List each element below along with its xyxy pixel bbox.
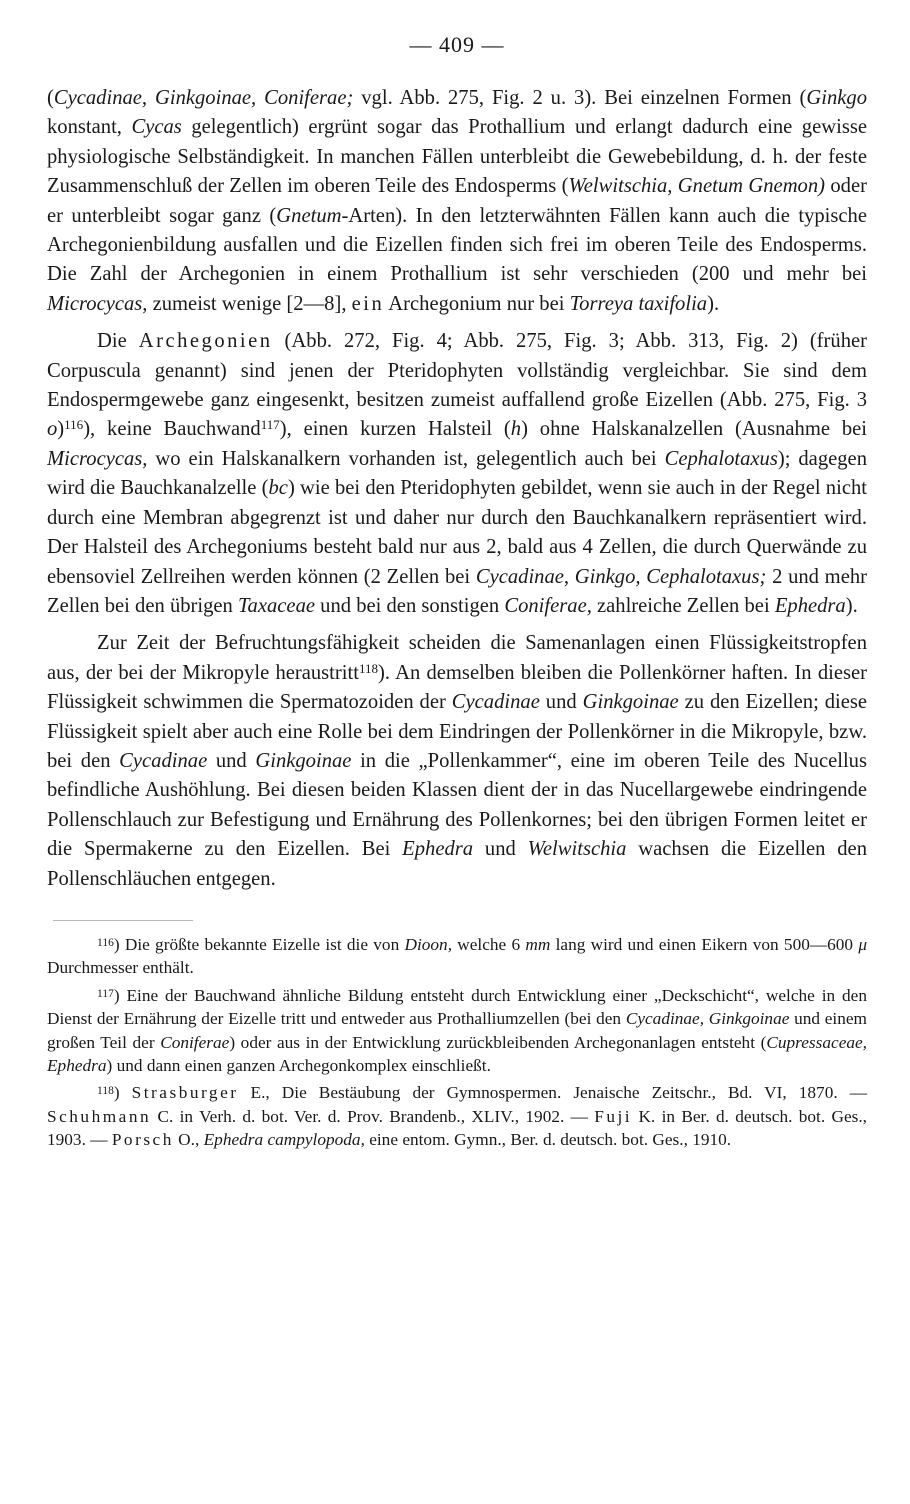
italic-text: Cycadinae (119, 749, 208, 772)
body-text (47, 84, 867, 894)
text-run: und (473, 838, 528, 861)
book-page (47, 30, 867, 1156)
italic-text: Dioon, (404, 934, 453, 954)
text-run: gelegentlich) ergrünt sogar das Prothallium und erlangt dadurch eine gewisse physiologische Selbständigkeit. In manchen Fällen unterbleibt die Gewebebildung, d. h. der feste Zusammenschluß der Zellen im oberen Teile des Endosperms ( (47, 116, 867, 198)
text-run: ). (845, 594, 858, 617)
text-run: und (539, 691, 583, 714)
italic-text: Cycadinae, Ginkgo, Cephalotaxus; (475, 565, 767, 588)
text-run: -Arten). In den letzterwähnten Fällen kann auch die typische Archegonienbildung ausfallen und die Eizellen finden sich frei im oberen Teile des Endosperms. Die Zahl der Archegonien in einem Prothallium ist sehr verschieden (200 und mehr bei (47, 204, 867, 286)
italic-text: o (47, 418, 58, 441)
text-run: eine entom. Gymn., Ber. d. deutsch. bot. Ges., 1910. (364, 1130, 732, 1150)
italic-text: Ephedra campylopoda, (203, 1130, 365, 1150)
footnote-divider (53, 920, 193, 921)
text-run: zu den Eizellen; diese Flüssigkeit spielt aber auch eine Rolle bei dem Eindringen der Pollenkörner in die Mikropyle, bzw. bei den (47, 691, 868, 772)
text-run: und (207, 749, 256, 772)
text-run: 2 und mehr Zellen bei den übrigen (47, 565, 867, 617)
spaced-text: Porsch (111, 1130, 174, 1150)
italic-text: Coniferae (160, 1032, 230, 1052)
footnote-ref: 117 (260, 417, 280, 433)
text-run: ) (57, 418, 65, 441)
text-run: Archegonium nur bei (384, 292, 570, 315)
italic-text: h (510, 418, 522, 441)
italic-text: Cupressaceae, Ephedra (47, 1032, 867, 1075)
text-run: ). (707, 292, 720, 315)
text-run: ) und dann einen ganzen Archegonkomplex einschließt. (106, 1056, 491, 1075)
text-run: E., Die Bestäubung der Gymnospermen. Jenaische Zeitschr., Bd. VI, 1870. — (238, 1083, 867, 1103)
text-run: ), keine Bauchwand (83, 418, 261, 441)
text-run: ) Eine der Bauchwand ähnliche Bildung entsteht durch Entwicklung einer „Deckschicht“, welche in den Dienst der Ernährung der Eizelle tritt und entweder aus Prothalliumzellen (bei den (47, 985, 867, 1029)
text-run: K. in Ber. d. deutsch. bot. Ges., 1903. — (47, 1106, 867, 1150)
text-run: und einem großen Teil der (47, 1009, 867, 1052)
text-run: lang wird und einen Eikern von 500—600 (550, 934, 859, 954)
text-run: ) wie bei den Pteridophyten gebildet, wenn sie auch in der Regel nicht durch eine Membran abgegrenzt ist und daher nur durch den Bauchkanalkern repräsentiert wird. Der Halsteil des Archegoniums besteht bald nur aus 2, bald aus 4 Zellen, die durch Querwände zu ebensoviel Zellreihen werden können (2 Zellen bei (47, 477, 867, 588)
paragraph-3 (47, 629, 867, 894)
italic-text: Microcycas, (47, 447, 148, 470)
footnote-number: 118 (97, 1085, 114, 1098)
italic-text: bc (268, 477, 288, 500)
italic-text: Torreya taxifolia (569, 292, 708, 315)
text-run: ) ohne Halskanalzellen (Ausnahme bei (521, 418, 867, 441)
footnote-117 (47, 984, 867, 1078)
text-run: C. in Verh. d. bot. Ver. d. Prov. Brandenb., XLIV., 1902. — (151, 1106, 595, 1126)
text-run: ) Die größte bekannte Eizelle ist die von (113, 934, 405, 954)
italic-text: Welwitschia, Gnetum Gnemon) (568, 175, 826, 198)
italic-text: Cephalotaxus (664, 447, 778, 470)
paragraph-1 (47, 84, 867, 319)
italic-text: Ephedra (402, 838, 474, 861)
text-run: Die (97, 330, 139, 353)
text-run: welche 6 (452, 934, 526, 954)
text-run: wachsen die Eizellen den Pollenschläuchen entgegen. (47, 838, 867, 890)
footnote-116 (47, 933, 867, 980)
italic-text: mm (525, 934, 551, 954)
footnote-ref: 116 (64, 417, 84, 433)
footnotes (47, 933, 867, 1152)
page-number: — 409 — (409, 32, 505, 57)
text-run: zumeist wenige [2—8], (147, 292, 352, 315)
italic-text: Welwitschia (527, 838, 627, 861)
spaced-text: Fuji (594, 1106, 633, 1126)
italic-text: μ (858, 934, 867, 954)
italic-text: Ephedra (774, 594, 846, 617)
text-run: ( (47, 87, 54, 109)
italic-text: Cycadinae, Ginkgoinae, Coniferae; (53, 87, 354, 109)
spaced-text: ein (351, 292, 385, 315)
italic-text: Taxaceae (238, 594, 316, 617)
text-run: (Abb. 272, Fig. 4; Abb. 275, Fig. 3; Abb. 313, Fig. 2) (früher Corpuscula genannt) sind jenen der Pteridophyten vollständig vergleichbar. Sie sind dem Endospermgewebe ganz eingesenkt, besitzen zumeist auffallend große Eizellen (Abb. 275, Fig. 3 (47, 330, 867, 412)
text-run: ), einen kurzen Halsteil ( (279, 418, 511, 441)
footnote-118 (47, 1081, 867, 1151)
italic-text: Coniferae, (504, 594, 592, 617)
text-run: wo ein Halskanalkern vorhanden ist, gelegentlich auch bei (147, 447, 665, 470)
text-run: ) (113, 1083, 132, 1103)
paragraph-2 (47, 327, 867, 621)
italic-text: Ginkgoinae (582, 691, 679, 714)
text-run: oder er unterbleibt sogar ganz ( (47, 175, 867, 227)
italic-text: Cycadinae, Ginkgoinae (625, 1009, 790, 1029)
italic-text: Ginkgoinae (255, 749, 352, 772)
spaced-text: Strasburger (131, 1083, 239, 1103)
text-run: vgl. Abb. 275, Fig. 2 u. 3). Bei einzelnen Formen ( (353, 87, 807, 109)
footnote-ref: 118 (358, 660, 378, 676)
spaced-text: Schuhmann (47, 1106, 152, 1126)
spaced-text: Archegonien (138, 330, 273, 353)
italic-text: Gnetum (276, 204, 342, 227)
text-run: konstant, (47, 116, 132, 139)
text-run: O., (173, 1130, 204, 1150)
footnote-number: 117 (97, 987, 114, 1000)
italic-text: Microcycas, (47, 292, 148, 315)
italic-text: Cycas (131, 116, 182, 139)
text-run: zahlreiche Zellen bei (591, 594, 775, 617)
text-run: und bei den sonstigen (315, 594, 505, 617)
italic-text: Ginkgo (806, 87, 867, 109)
footnote-number: 116 (97, 936, 114, 949)
text-run: ) oder aus in der Entwicklung zurückbleibenden Archegonanlagen entsteht ( (229, 1032, 767, 1052)
text-run: ); dagegen wird die Bauchkanalzelle ( (47, 447, 867, 500)
text-run: Zur Zeit der Befruchtungsfähigkeit scheiden die Samenanlagen einen Flüssigkeitstropfen aus, der bei der Mikropyle heraustritt (47, 632, 867, 684)
text-run: in die „Pollenkammer“, eine im oberen Teile des Nucellus befindliche Aushöhlung. Bei diesen beiden Klassen dient der in das Nucellargewebe eindringende Pollenschlauch zur Befestigung und Ernährung des Pollenkornes; bei den übrigen Formen leitet er die Spermakerne zu den Eizellen. Bei (47, 749, 867, 861)
text-run: Durchmesser enthält. (47, 958, 194, 978)
italic-text: Cycadinae (451, 691, 540, 714)
text-run: ). An demselben bleiben die Pollenkörner haften. In dieser Flüssigkeit schwimmen die Spermatozoiden der (47, 661, 867, 714)
